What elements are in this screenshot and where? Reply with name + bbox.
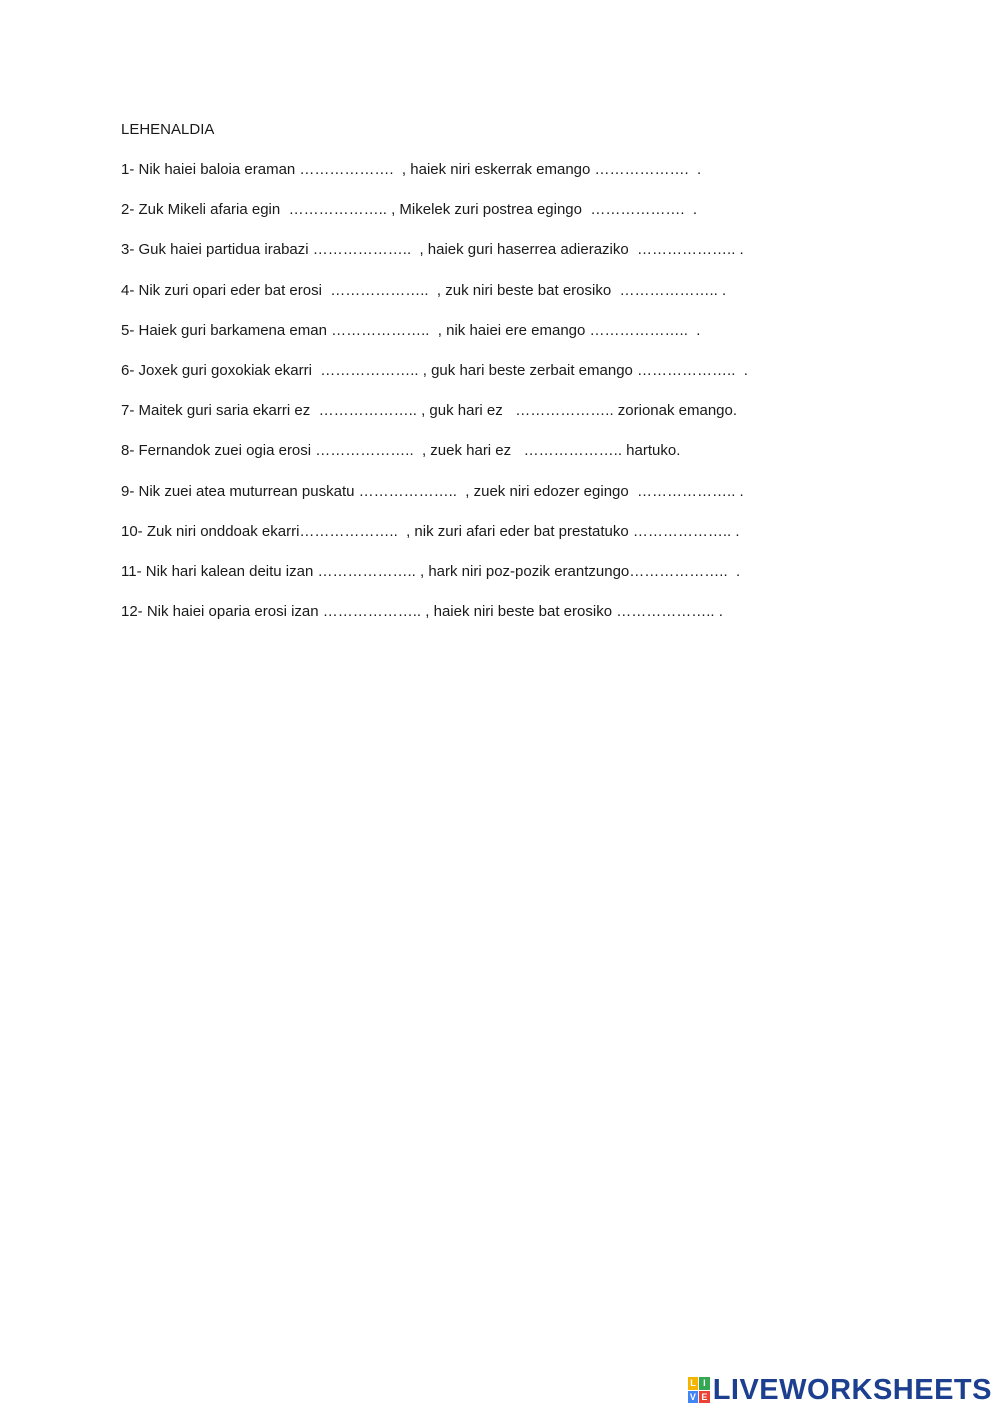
exercise-line-1: 1- Nik haiei baloia eraman ………………. , haiek niri eskerrak emango ………………. . (121, 161, 702, 178)
exercise-line-10: 10- Zuk niri onddoak ekarri……………….. , nik zuri afari eder bat prestatuko ……………….. . (121, 522, 740, 540)
exercise-line-2: 2- Zuk Mikeli afaria egin ……………….. , Mikelek zuri postrea egingo ………………. . (121, 201, 697, 219)
exercise-line-4: 4- Nik zuri opari eder bat erosi ……………….. , zuk niri beste bat erosiko ……………….. . (121, 281, 727, 299)
logo-text: LIVEWORKSHEETS (712, 1374, 992, 1406)
logo-mark-letter: I (699, 1377, 710, 1390)
exercise-line-12: 12- Nik haiei oparia erosi izan ……………….. , haiek niri beste bat erosiko ……………….. . (121, 603, 723, 621)
exercise-line-8: 8- Fernandok zuei ogia erosi ……………….. , zuek hari ez ……………….. hartuko. (121, 442, 681, 460)
exercise-line-11: 11- Nik hari kalean deitu izan ……………….. , hark niri poz-pozik erantzungo……………….. . (121, 562, 741, 580)
exercise-line-5: 5- Haiek guri barkamena eman ……………….. , nik haiei ere emango ……………….. . (121, 321, 701, 339)
worksheet (121, 121, 881, 643)
liveworksheets-logo (688, 1375, 992, 1405)
logo-mark-letter: L (688, 1377, 699, 1390)
logo-mark-letter: V (688, 1391, 699, 1404)
exercise-list (121, 161, 881, 621)
exercise-line-7: 7- Maitek guri saria ekarri ez ……………….. , guk hari ez ……………….. zorionak emango. (121, 402, 738, 420)
logo-mark-icon (688, 1377, 710, 1403)
logo-mark-letter: E (699, 1391, 710, 1404)
worksheet-heading: LEHENALDIA (121, 121, 215, 138)
exercise-line-6: 6- Joxek guri goxokiak ekarri ……………….. , guk hari beste zerbait emango ……………….. . (121, 361, 748, 379)
exercise-line-9: 9- Nik zuei atea muturrean puskatu ……………….. , zuek niri edozer egingo ……………….. . (121, 482, 744, 500)
exercise-line-3: 3- Guk haiei partidua irabazi ……………….. , haiek guri haserrea adieraziko ……………….. . (121, 241, 744, 259)
